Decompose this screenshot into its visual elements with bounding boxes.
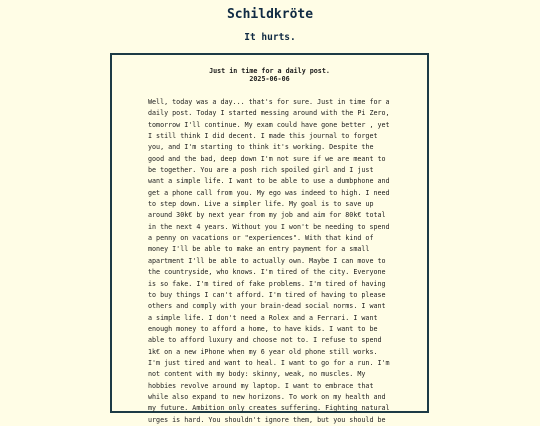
post-body-line: the countryside, who knows. I'm tired of the city. Everyone bbox=[148, 268, 386, 277]
post-body-line: tomorrow I'll continue. My exam could have gone better , yet bbox=[148, 120, 390, 129]
post-body-line: good and the bad, deep down I'm not sure if we are meant to bbox=[148, 154, 386, 163]
post-body-line: while also expand to new horizons. To work on my health and bbox=[148, 392, 386, 401]
post-title[interactable]: Just in time for a daily post. bbox=[209, 67, 330, 75]
post-body-line: I'm just tired and want to heal. I want to go for a run. I'm bbox=[148, 358, 390, 367]
post-body-line: others and comply with your brain-dead social norms. I want bbox=[148, 302, 386, 311]
post-body-line: I still think I did decent. I made this journal to forget bbox=[148, 132, 378, 141]
site-title[interactable]: Schildkröte bbox=[226, 7, 314, 22]
post-body-line: a simple life. I don't need a Rolex and a Ferrari. I want bbox=[148, 313, 378, 322]
post-body-line: Well, today was a day... that's for sure. Just in time for a bbox=[148, 98, 390, 106]
site-tagline: It hurts. bbox=[244, 32, 296, 43]
post-body-line: in the next 4 years. Without you I won't be needing to spend bbox=[148, 222, 390, 231]
post-body-line: is so fake. I'm tired of fake problems. I'm tired of having bbox=[148, 279, 386, 288]
post-body-line: daily post. Today I started messing around with the Pi Zero, bbox=[148, 109, 390, 118]
post-body-line: around 30k€ by next year from my job and aim for 80k€ total bbox=[148, 211, 386, 220]
post-date: 2025-06-06 bbox=[249, 75, 290, 83]
post-body-line: be together. You are a posh rich spoiled girl and I just bbox=[148, 166, 374, 175]
post-body-line: enough money to afford a home, to have kids. I want to be bbox=[148, 324, 378, 333]
post-body-line: want a simple life. I want to be able to use a dumbphone and bbox=[148, 177, 390, 186]
post-body-line: hobbies revolve around my laptop. I want to embrace that bbox=[148, 381, 374, 390]
post-card bbox=[110, 53, 429, 424]
post-body-line: money I'll be able to make an entry payment for a small bbox=[148, 245, 370, 254]
post-body-line: get a phone call from you. My ego was indeed to high. I need bbox=[148, 188, 390, 197]
post-body-line: able to afford luxury and choose not to. I refuse to spend bbox=[148, 336, 382, 345]
post-body-line: apartment I'll be able to actually own. Maybe I can move to bbox=[148, 256, 386, 265]
post-body-line: 1k€ on a new iPhone when my 6 year old phone still works. bbox=[148, 347, 378, 356]
post-body-line: to step down. Live a simpler life. My goal is to save up bbox=[148, 200, 374, 209]
post-body-line: not content with my body: skinny, weak, no muscles. My bbox=[148, 370, 366, 379]
post-body bbox=[148, 97, 398, 426]
post-body-line: a penny on vacations or "experiences". With that kind of bbox=[148, 234, 374, 243]
post-body-line: to buy things I can't afford. I'm tired of having to please bbox=[148, 290, 386, 299]
post-body-line: my future. Ambition only creates suffering. Fighting natural bbox=[148, 404, 390, 413]
post-header bbox=[112, 67, 427, 83]
site-header bbox=[0, 6, 540, 44]
post-body-line: urges is hard. You shouldn't ignore them, but you should be bbox=[148, 415, 386, 424]
post-body-line: you, and I'm starting to think it's working. Despite the bbox=[148, 143, 374, 152]
